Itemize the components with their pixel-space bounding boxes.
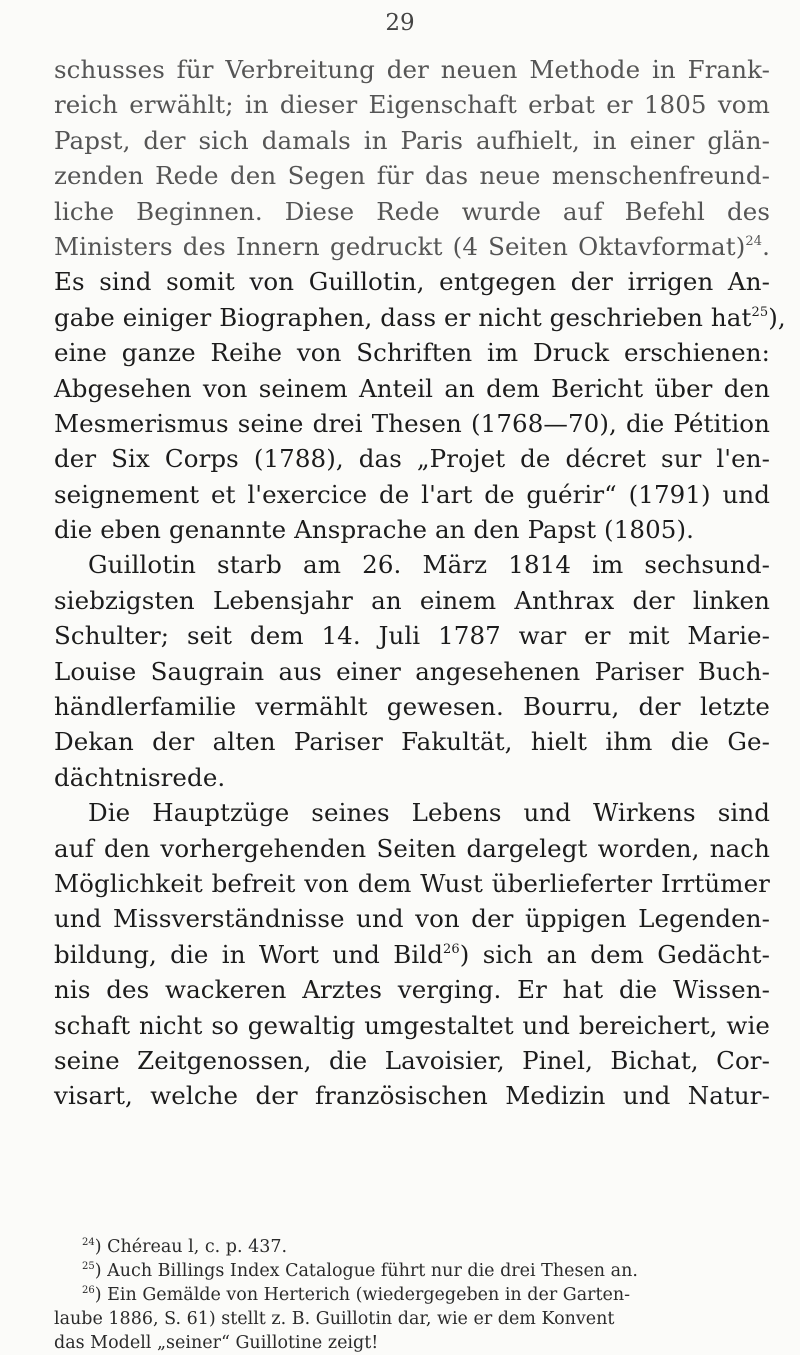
body-text: die eben genannte Ansprache an den Papst (1805). bbox=[54, 515, 695, 545]
body-line bbox=[54, 1078, 770, 1113]
body-text: Louise Saugrain aus einer angesehenen Pariser Buch- bbox=[54, 656, 770, 686]
body-line bbox=[54, 547, 770, 582]
body-line bbox=[54, 937, 770, 972]
body-line bbox=[54, 583, 770, 618]
body-text: seine Zeitgenossen, die Lavoisier, Pinel, Bichat, Cor- bbox=[54, 1045, 770, 1075]
body-line bbox=[54, 477, 770, 512]
body-line bbox=[54, 901, 770, 936]
body-text: Schulter; seit dem 14. Juli 1787 war er mit Marie- bbox=[54, 621, 770, 651]
footnote-text: ) Chéreau l, c. p. 437. bbox=[94, 1237, 288, 1257]
body-line bbox=[54, 689, 770, 724]
body-text-tail: ) sich an dem Gedächt- bbox=[459, 939, 771, 969]
body-text: dächtnisrede. bbox=[54, 762, 226, 792]
body-line bbox=[54, 406, 770, 441]
body-line bbox=[54, 441, 770, 476]
body-line bbox=[54, 512, 770, 547]
body-line bbox=[54, 52, 770, 87]
footnote-reference: 25 bbox=[751, 304, 769, 320]
body-text: Möglichkeit befreit von dem Wust überlieferter Irrtümer bbox=[54, 868, 770, 898]
body-text: Dekan der alten Pariser Fakultät, hielt ihm die Ge- bbox=[54, 727, 770, 757]
body-text: Guillotin starb am 26. März 1814 im sechsund- bbox=[88, 550, 770, 580]
body-line bbox=[54, 300, 786, 335]
body-text: händlerfamilie vermählt gewesen. Bourru, der letzte bbox=[54, 692, 770, 722]
body-line bbox=[54, 335, 770, 370]
body-text: Die Hauptzüge seines Lebens und Wirkens sind bbox=[88, 798, 770, 828]
body-text bbox=[54, 52, 786, 1114]
footnote-reference: 26 bbox=[443, 941, 460, 957]
body-line bbox=[54, 87, 770, 122]
body-text: Abgesehen von seinem Anteil an dem Bericht über den bbox=[54, 373, 770, 403]
body-line bbox=[54, 618, 770, 653]
body-text: bildung, die in Wort und Bild bbox=[54, 939, 444, 969]
footnote-text: das Modell „seiner“ Guillotine zeigt! bbox=[54, 1333, 379, 1353]
body-line bbox=[54, 972, 770, 1007]
body-text: Papst, der sich damals in Paris aufhielt, in einer glän- bbox=[54, 125, 770, 155]
body-text: auf den vorhergehenden Seiten dargelegt worden, nach bbox=[54, 833, 770, 863]
body-text: Ministers des Innern gedruckt (4 Seiten Oktavformat) bbox=[54, 231, 746, 261]
body-text: gabe einiger Biographen, dass er nicht geschrieben hat bbox=[54, 302, 752, 332]
footnotes bbox=[54, 1235, 770, 1355]
body-line bbox=[54, 264, 770, 299]
body-text: eine ganze Reihe von Schriften im Druck erschienen: bbox=[54, 338, 770, 368]
body-line bbox=[54, 724, 770, 759]
body-line bbox=[54, 1043, 770, 1078]
body-text: Mesmerismus seine drei Thesen (1768—70), die Pétition bbox=[54, 408, 770, 438]
body-line bbox=[54, 831, 770, 866]
body-text: schaft nicht so gewaltig umgestaltet und bereichert, wie bbox=[54, 1010, 770, 1040]
body-text: reich erwählt; in dieser Eigenschaft erbat er 1805 vom bbox=[54, 90, 770, 120]
body-line bbox=[54, 795, 770, 830]
body-line bbox=[54, 194, 770, 229]
body-text: visart, welche der französischen Medizin und Natur- bbox=[54, 1081, 770, 1111]
footnote-text: ) Auch Billings Index Catalogue führt nur die drei Thesen an. bbox=[94, 1261, 638, 1281]
body-text: schusses für Verbreitung der neuen Methode in Frank- bbox=[54, 55, 770, 84]
body-line bbox=[54, 866, 770, 901]
footnote-reference: 24 bbox=[745, 233, 763, 249]
body-line bbox=[54, 654, 770, 689]
body-text: siebzigsten Lebensjahr an einem Anthrax der linken bbox=[54, 585, 770, 615]
footnote-marker: 25 bbox=[82, 1261, 95, 1272]
body-text-tail: . bbox=[762, 231, 770, 261]
body-text: der Six Corps (1788), das „Projet de décret sur l'en- bbox=[54, 444, 770, 474]
footnote-marker: 26 bbox=[82, 1285, 95, 1296]
body-text: nis des wackeren Arztes verging. Er hat die Wissen- bbox=[54, 975, 770, 1005]
body-text: seignement et l'exercice de l'art de guérir“ (1791) und bbox=[54, 479, 770, 509]
footnote-line bbox=[54, 1307, 770, 1331]
body-line bbox=[54, 1008, 770, 1043]
footnote-line bbox=[54, 1235, 770, 1259]
body-text-tail: ), bbox=[768, 302, 786, 332]
body-line bbox=[54, 123, 770, 158]
footnote-text: laube 1886, S. 61) stellt z. B. Guillotin dar, wie er dem Konvent bbox=[54, 1309, 615, 1329]
body-text: zenden Rede den Segen für das neue menschenfreund- bbox=[54, 161, 770, 191]
body-line bbox=[54, 229, 770, 264]
body-text: Es sind somit von Guillotin, entgegen der irrigen An- bbox=[54, 267, 770, 297]
body-text: und Missverständnisse und von der üppigen Legenden- bbox=[54, 904, 770, 934]
footnote-marker: 24 bbox=[82, 1237, 95, 1248]
footnote-text: ) Ein Gemälde von Herterich (wiedergegeben in der Garten- bbox=[94, 1285, 631, 1305]
body-text: liche Beginnen. Diese Rede wurde auf Befehl des bbox=[54, 196, 770, 226]
body-line bbox=[54, 371, 770, 406]
footnote-line bbox=[54, 1331, 770, 1355]
footnote-line bbox=[54, 1283, 770, 1307]
body-line bbox=[54, 158, 770, 193]
body-line bbox=[54, 760, 770, 795]
page-number: 29 bbox=[385, 10, 415, 36]
footnote-line bbox=[54, 1259, 770, 1283]
